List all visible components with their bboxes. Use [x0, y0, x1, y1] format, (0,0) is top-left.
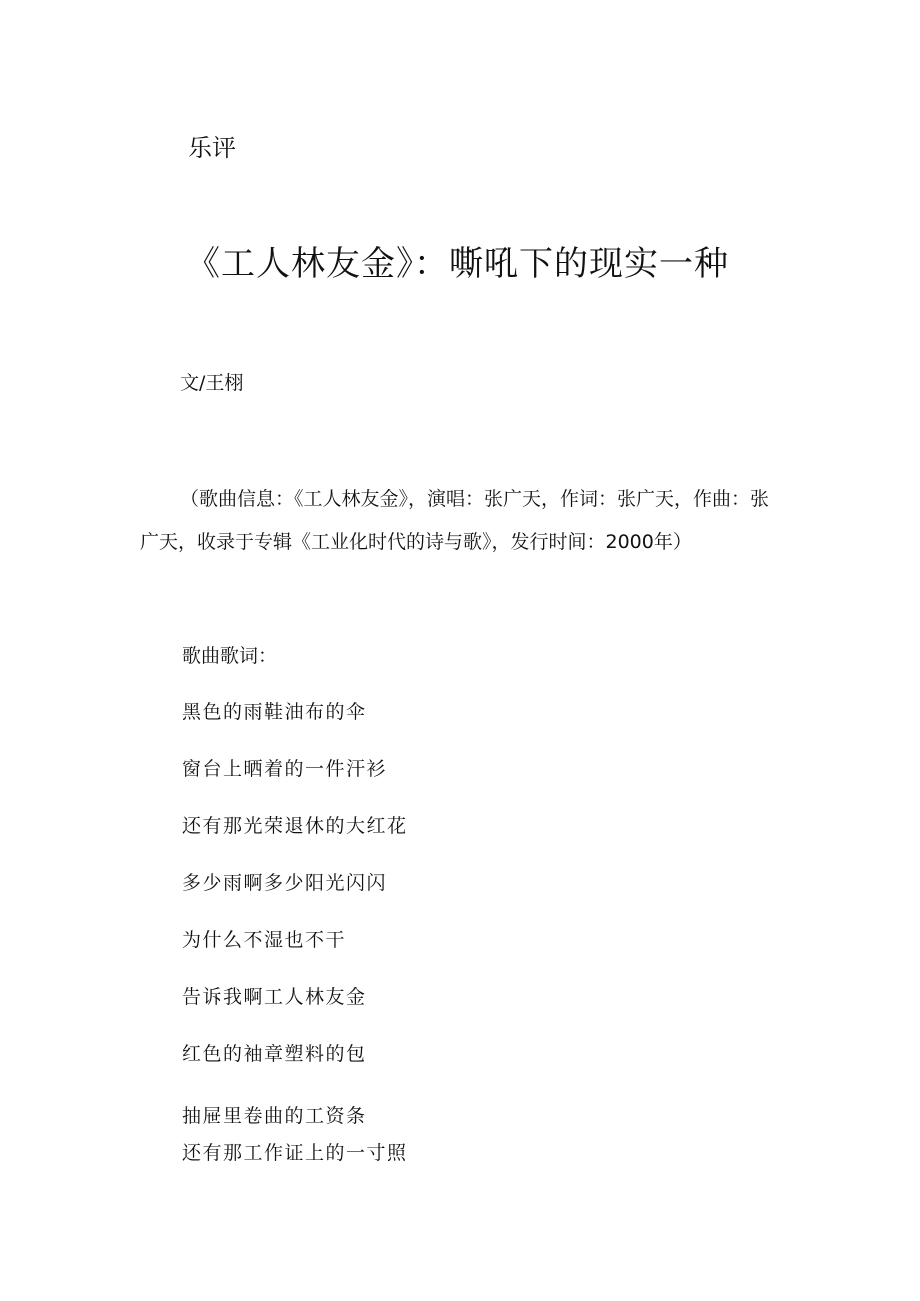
article-title: 《工人林友金》：嘶吼下的现实一种: [186, 244, 729, 284]
lyric-line: 还有那光荣退休的大红花: [182, 815, 408, 837]
lyric-line: 窗台上晒着的一件汗衫: [182, 758, 388, 780]
lyrics-heading: 歌曲歌词：: [182, 645, 278, 667]
song-info-paragraph: （歌曲信息：《工人林友金》，演唱：张广天，作词：张广天，作曲：张广天，收录于专辑《工业化时代的诗与歌》，发行时间：2000年）: [140, 488, 770, 553]
lyric-line: 黑色的雨鞋油布的伞: [182, 701, 367, 723]
lyric-line: 多少雨啊多少阳光闪闪: [182, 872, 388, 894]
lyric-line: 还有那工作证上的一寸照: [182, 1142, 408, 1164]
lyric-line: 抽屉里卷曲的工资条: [182, 1105, 367, 1127]
article-byline: 文/王栩: [180, 372, 244, 394]
lyric-line: 红色的袖章塑料的包: [182, 1043, 367, 1065]
article-category: 乐评: [188, 134, 236, 162]
lyric-line: 为什么不湿也不干: [182, 929, 347, 951]
lyric-line: 告诉我啊工人林友金: [182, 986, 367, 1008]
